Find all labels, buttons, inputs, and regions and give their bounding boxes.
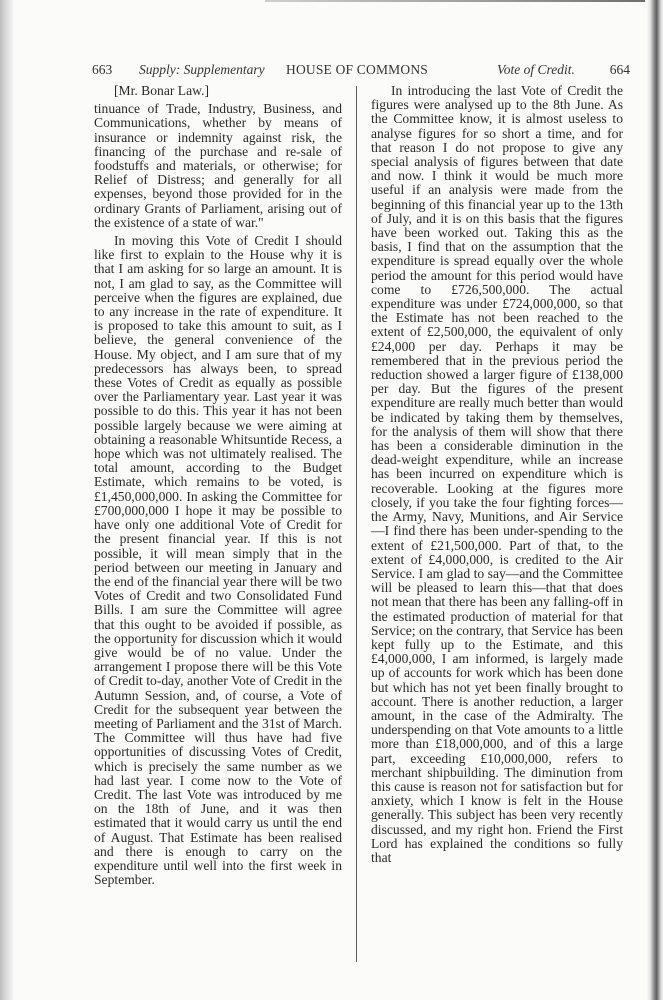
section-title: Supply: Supplementary — [139, 62, 265, 77]
running-head — [92, 62, 630, 82]
left-column — [94, 84, 342, 887]
topic-title: Vote of Credit. — [497, 62, 575, 77]
right-column — [371, 84, 623, 865]
column-divider — [356, 86, 357, 962]
page-left-shadow — [0, 0, 14, 1000]
page-number-right: 664 — [609, 62, 630, 77]
paragraph: In introducing the last Vote of Credit the figures were analysed up to the 8th June. As the Committee know, it is almost useless to analyse figures for so short a time, and for that reason I do not propose to give any special analysis of figures between that date and now. I think it would be much more useful if an analysis were made from the beginning of this financial year up to the 13th of July, and it is on this basis that the figures have been worked out. Taking this as the basis, I find that on the assumption that the expenditure is spread equally over the whole period the amount for this period would have come to £726,500,000. The actual expenditure was under £724,000,000, so that the Estimate has not been reached to the extent of £2,500,000, the equivalent of only £24,000 per day. Perhaps it may be remembered that in the previous period the reduction showed a larger figure of £138,000 per day. But the figures of the present expenditure are really much better than would be indicated by taking them by themselves, for the analysis of them will show that there has been a considerable diminution in the dead-weight expenditure, while an increase has been incurred on expenditure which is recoverable. Looking at the figures more closely, if you take the four fighting forces—the Army, Navy, Munitions, and Air Service—I find there has been under-spending to the extent of £21,500,000. Part of that, to the extent of £4,000,000, is credited to the Air Service. I am glad to say—and the Committee will be pleased to learn this—that that does not mean that there has been any falling-off in the estimated production of material for that Service; on the contrary, that Service has been kept fully up to the Estimate, and this £4,000,000, I am informed, is largely made up of accounts for work which has been done but which has not yet been finally brought to account. There is another reduction, a larger amount, in the case of the Admiralty. The underspending on that Vote amounts to a little more than £18,000,000, and of this a large part, exceeding £10,000,000, refers to merchant shipbuilding. The diminution from this cause is reason not for satisfaction but for anxiety, which I know is felt in the House generally. This subject has been very recently discussed, and my right hon. Friend the First Lord has explained the conditions so fully that — [371, 83, 623, 865]
speaker-attribution: [Mr. Bonar Law.] — [114, 83, 210, 98]
page-top-edge — [265, 0, 645, 2]
house-title: HOUSE OF COMMONS — [286, 62, 428, 77]
page-right-binding-shadow — [647, 0, 663, 1000]
paragraph: In moving this Vote of Credit I should like first to explain to the House why it is that I am asking for so large an amount. It is not, I am glad to say, as the Committee will perceive when the figures are explained, due to any increase in the rate of expenditure. It is proposed to take this amount to suit, as I believe, the general convenience of the House. My object, and I am sure that of my predecessors has always been, to spread these Votes of Credit as equally as possible over the Parliamentary year. Last year it was possible to do this. This year it has not been possible largely because we were aiming at obtaining a reasonable Whitsuntide Recess, a hope which was not ultimately realised. The total amount, according to the Budget Estimate, which remains to be voted, is £1,450,000,000. In asking the Committee for £700,000,000 I hope it may be possible to have only one additional Vote of Credit for the present financial year. If this is not possible, it will mean simply that in the period between our meeting in January and the end of the financial year there will be two Votes of Credit and two Consolidated Fund Bills. I am sure the Committee will agree that this ought to be avoided if possible, as the opportunity for discussion which it would give would be of no value. Under the arrangement I propose there will be this Vote of Credit to-day, another Vote of Credit in the Autumn Session, and, of course, a Vote of Credit for the subsequent year between the meeting of Parliament and the 31st of March. The Committee will thus have had five opportunities of discussing Votes of Credit, which is precisely the same number as we had last year. I come now to the Vote of Credit. The last Vote was introduced by me on the 18th of June, and it was then estimated that it would carry us until the end of August. That Estimate has been realised and there is enough to carry on the expenditure until well into the first week in September. — [94, 233, 342, 888]
paragraph: tinuance of Trade, Industry, Business, and Communications, whether by means of insurance or indemnity against risk, the financing of the purchase and re-sale of foodstuffs and materials, or otherwise; for Relief of Distress; and generally for all expenses, beyond those provided for in the ordinary Grants of Parliament, arising out of the existence of a state of war." — [94, 101, 342, 230]
page-number-left: 663 — [92, 62, 113, 77]
